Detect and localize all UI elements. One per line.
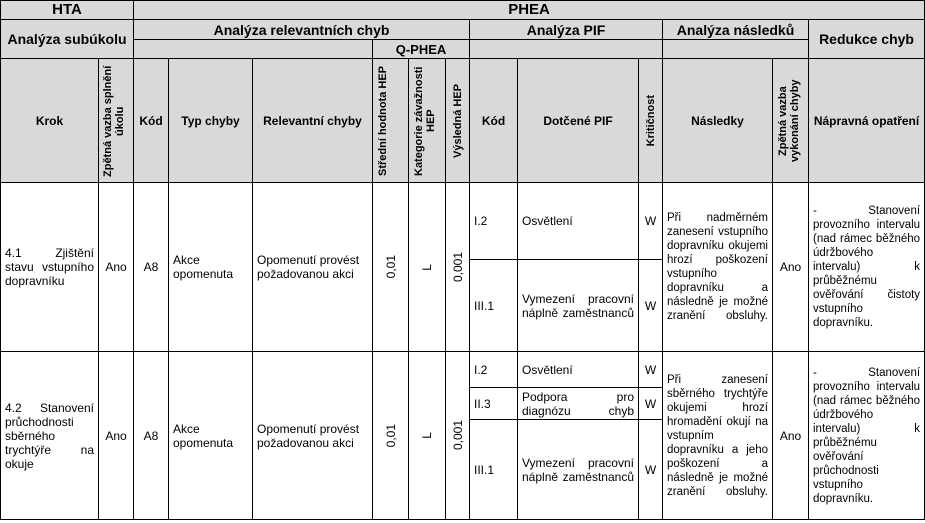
relevantni-chyby-cell: Opomenutí provést požadovanou akci [253, 352, 373, 520]
zpetna-vazba-chyby-cell: Ano [773, 352, 809, 520]
blank-header-cell [470, 40, 663, 59]
kategorie-cell: L [409, 183, 446, 352]
hta-header: HTA [1, 1, 134, 20]
krok-cell: 4.1 Zjištění stavu vstupního dopravníku [1, 183, 99, 352]
blank-header-cell [663, 40, 809, 59]
analyza-chyb-header: Analýza relevantních chyb [134, 20, 470, 40]
col-nasledky: Následky [663, 59, 773, 183]
pif-kod-cell: III.1 [470, 420, 518, 520]
nasledky-cell: Při zanesení sběrného trychtýře okujemi hrozí hromadění okují na vstupním dopravníku a jeho poškození a následně je možné zranění obsluhy. [663, 352, 773, 520]
nasledky-cell: Při nadměrném zanesení vstupního dopravníku okujemi hrozí poškození vstupního dopravníku a následně je možné zranění obsluhy. [663, 183, 773, 352]
redukce-chyb-header: Redukce chyb [809, 20, 925, 59]
kod-cell: A8 [134, 352, 169, 520]
col-zpetna-vazba-ukolu: Zpětná vazba splnění úkolu [99, 59, 134, 183]
napravna-opatreni-cell: - Stanovení provozního intervalu (nad rámec běžného údržbového intervalu) k průběžnému ověřování čistoty vstupního dopravníku. [809, 183, 925, 352]
col-kod: Kód [134, 59, 169, 183]
pif-nazev-cell: Vymezení pracovní náplně zaměstnanců [518, 420, 639, 520]
stredni-hodnota-cell: 0,01 [373, 183, 409, 352]
pif-nazev-cell: Podpora pro diagnózu chyb [518, 388, 639, 420]
col-kategorie: Kategorie závažnosti HEP [409, 59, 446, 183]
pif-nazev-cell: Osvětlení [518, 183, 639, 260]
pif-kod-cell: II.3 [470, 388, 518, 420]
table-row [1, 352, 925, 388]
phea-header: PHEA [134, 1, 925, 20]
pif-kod-cell: I.2 [470, 183, 518, 260]
zpetna-vazba-cell: Ano [99, 352, 134, 520]
kategorie-cell: L [409, 352, 446, 520]
table-row [1, 183, 925, 260]
typ-chyby-cell: Akce opomenuta [169, 183, 253, 352]
col-napravna-opatreni: Nápravná opatření [809, 59, 925, 183]
analyza-subukolu-header: Analýza subúkolu [1, 20, 134, 59]
col-zpetna-vazba-chyby: Zpětná vazba vykonání chyby [773, 59, 809, 183]
zpetna-vazba-chyby-cell: Ano [773, 183, 809, 352]
kriticnost-cell: W [639, 420, 663, 520]
col-typ-chyby: Typ chyby [169, 59, 253, 183]
analyza-pif-header: Analýza PIF [470, 20, 663, 40]
vysledna-hep-cell: 0,001 [446, 183, 470, 352]
blank-header-cell [134, 40, 373, 59]
stredni-hodnota-cell: 0,01 [373, 352, 409, 520]
kriticnost-cell: W [639, 388, 663, 420]
vysledna-hep-cell: 0,001 [446, 352, 470, 520]
napravna-opatreni-cell: - Stanovení provozního intervalu (nad rámec běžného údržbového intervalu) k průběžnému ověřování průchodnosti vstupního dopravníku. [809, 352, 925, 520]
typ-chyby-cell: Akce opomenuta [169, 352, 253, 520]
pif-kod-cell: III.1 [470, 260, 518, 352]
zpetna-vazba-cell: Ano [99, 183, 134, 352]
col-dotcene-pif: Dotčené PIF [518, 59, 639, 183]
krok-cell: 4.2 Stanovení průchodnosti sběrného trychtýře na okuje [1, 352, 99, 520]
kriticnost-cell: W [639, 352, 663, 388]
col-vysledna-hep: Výsledná HEP [446, 59, 470, 183]
col-stredni-hodnota: Střední hodnota HEP [373, 59, 409, 183]
pif-nazev-cell: Vymezení pracovní náplně zaměstnanců [518, 260, 639, 352]
col-relevantni-chyby: Relevantní chyby [253, 59, 373, 183]
pif-kod-cell: I.2 [470, 352, 518, 388]
kriticnost-cell: W [639, 183, 663, 260]
col-krok: Krok [1, 59, 99, 183]
q-phea-header: Q-PHEA [373, 40, 470, 59]
col-kriticnost: Kritičnost [639, 59, 663, 183]
analyza-nasledku-header: Analýza následků [663, 20, 809, 40]
col-kod-pif: Kód [470, 59, 518, 183]
pif-nazev-cell: Osvětlení [518, 352, 639, 388]
relevantni-chyby-cell: Opomenutí provést požadovanou akci [253, 183, 373, 352]
kod-cell: A8 [134, 183, 169, 352]
kriticnost-cell: W [639, 260, 663, 352]
